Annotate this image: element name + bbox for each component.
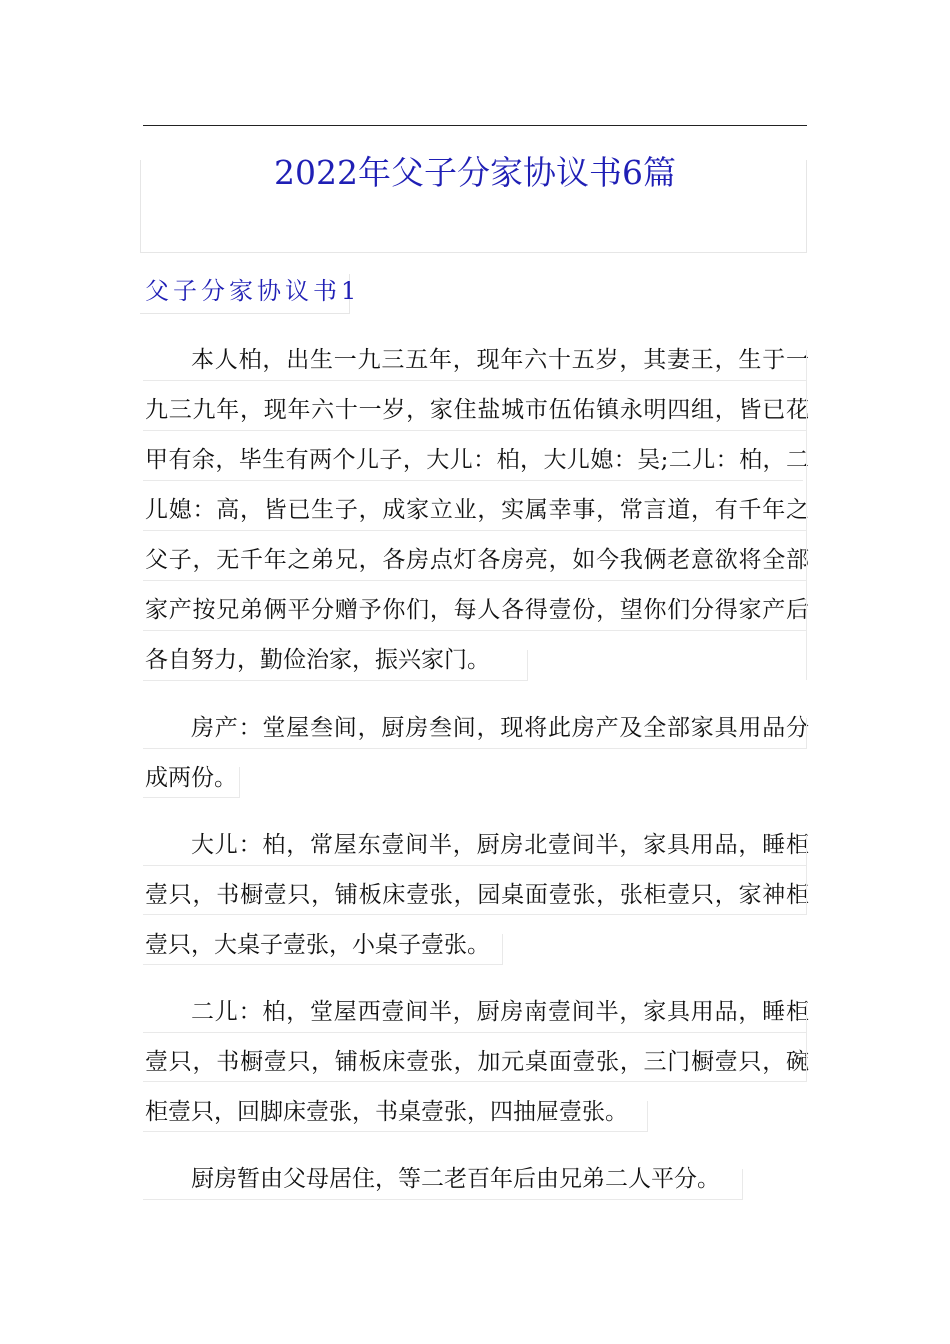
paragraph-intro: 本人柏，出生一九三五年，现年六十五岁，其妻王，生于一九三九年，现年六十一岁，家住盐城市伍佑镇永明四组，皆已花甲有余，毕生有两个儿子，大儿：柏，大儿媳：吴;二儿：柏，二儿媳：高，皆已生子，成家立业，实属幸事，常言道，有千年之父子，无千年之弟兄，各房点灯各房亮，如今我俩老意欲将全部家产按兄弟俩平分赠予你们，每人各得壹份，望你们分得家产后各自努力，勤俭治家，振兴家门。 xyxy=(145,347,809,673)
line-frame xyxy=(143,1131,648,1132)
margin-frame xyxy=(806,1002,807,1082)
line-frame xyxy=(143,530,807,531)
line-frame xyxy=(143,964,503,965)
line-frame xyxy=(143,430,807,431)
section-heading: 父子分家协议书1 xyxy=(145,277,361,305)
line-frame xyxy=(143,630,807,631)
line-frame xyxy=(143,1199,743,1200)
line-frame xyxy=(143,1032,807,1033)
margin-frame xyxy=(742,1169,743,1199)
line-frame xyxy=(143,914,807,915)
line-frame xyxy=(143,1081,807,1082)
margin-frame xyxy=(502,934,503,964)
line-frame xyxy=(143,580,807,581)
line-frame xyxy=(143,797,240,798)
margin-frame xyxy=(527,650,528,680)
paragraph-property: 房产：堂屋叁间，厨房叁间，现将此房产及全部家具用品分成两份。 xyxy=(145,715,809,791)
margin-frame xyxy=(806,718,807,748)
paragraph-younger-son: 二儿：柏，堂屋西壹间半，厨房南壹间半，家具用品，睡柜壹只，书橱壹只，铺板床壹张，加元桌面壹张，三门橱壹只，碗柜壹只，回脚床壹张，书桌壹张，四抽屉壹张。 xyxy=(145,999,809,1125)
document-title: 2022年父子分家协议书6篇 xyxy=(274,153,676,192)
margin-frame xyxy=(806,350,807,680)
margin-frame xyxy=(806,835,807,915)
line-frame xyxy=(143,865,807,866)
line-frame xyxy=(143,748,807,749)
margin-frame xyxy=(647,1101,648,1131)
line-frame xyxy=(143,480,803,481)
paragraph-kitchen: 厨房暂由父母居住，等二老百年后由兄弟二人平分。 xyxy=(191,1166,720,1192)
line-frame xyxy=(143,680,528,681)
paragraph-elder-son: 大儿：柏，常屋东壹间半，厨房北壹间半，家具用品，睡柜壹只，书橱壹只，铺板床壹张，园桌面壹张，张柜壹只，家神柜壹只，大桌子壹张，小桌子壹张。 xyxy=(145,832,809,958)
top-rule xyxy=(143,125,807,126)
margin-frame xyxy=(239,767,240,797)
line-frame xyxy=(143,380,807,381)
